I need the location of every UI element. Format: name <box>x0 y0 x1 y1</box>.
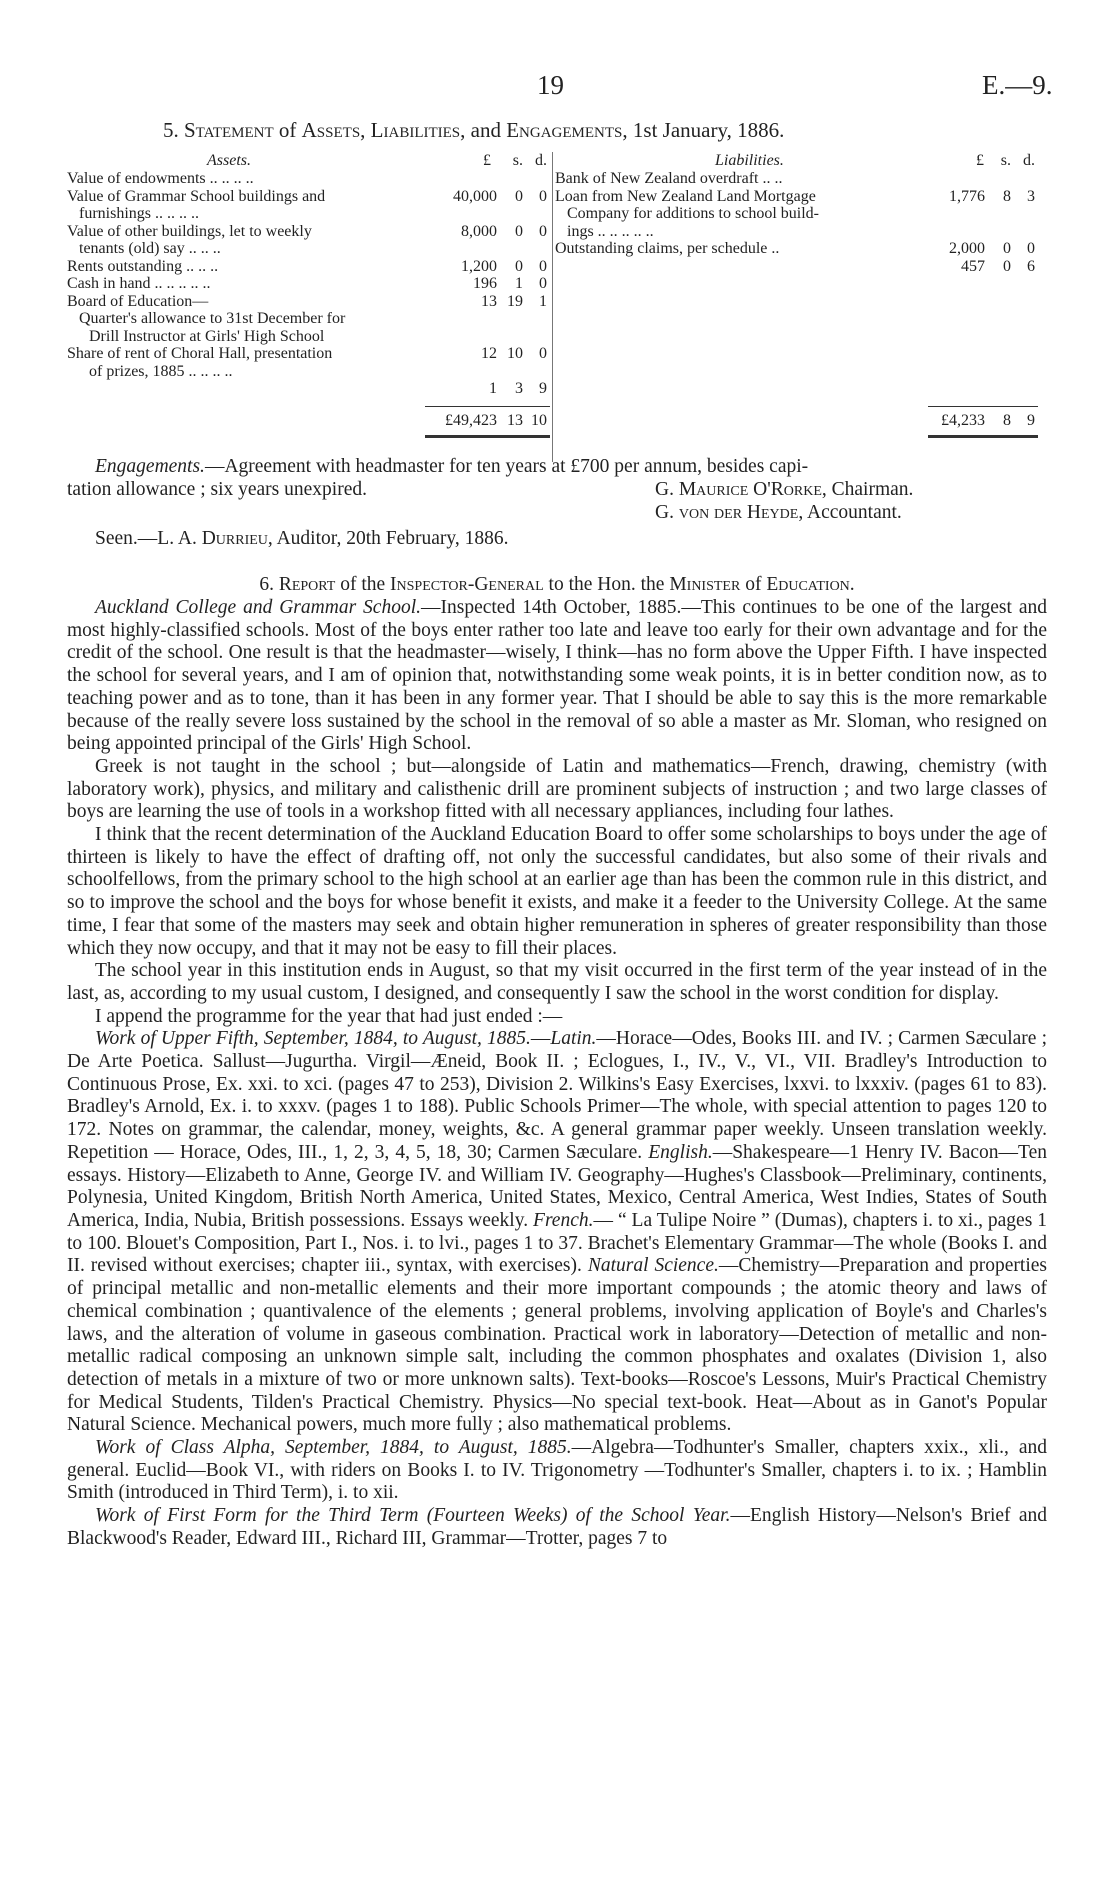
subject-label: French. <box>533 1209 594 1231</box>
amount-pounds: 8,000 <box>461 222 497 240</box>
engagements-text: —Agreement with headmaster for ten years at £700 per annum, besides capi- <box>204 456 809 477</box>
paragraph-text: —Chemistry—Preparation and properties of principal metallic and non-metallic elements and their more important compounds ; the atomic theory and laws of chemical combination ; quantivalence of the elements ; general problems, involving application of Boyle's and Charles's laws, and the alteration of volume in gaseous combination. Practical work in laboratory—Detection of metallic and non-metallic radical composing an unknown simple salt, including the common phosphates and oxalates (Division 1, also detection of metals in a mixture of two or more unknown salts). Text-books—Roscoe's Lessons, Muir's Practical Chemistry for Medical Students, Tilden's Practical Chemistry. Physics—No special text-book. Heat—About as in Ganot's Popular Natural Science. Mechanical powers, much more fully ; also mathematical problems. <box>67 1255 1048 1436</box>
ledger-row <box>67 293 552 311</box>
liabilities-col-pounds: £ <box>976 152 984 169</box>
signature-name: von der Heyde, <box>678 502 804 523</box>
amount-pence: 0 <box>539 257 547 275</box>
signature-initial: G. <box>655 502 674 523</box>
assets-col-shillings: s. <box>512 152 523 169</box>
amount-pence: 0 <box>539 345 547 362</box>
signature-role: Chairman. <box>831 479 914 500</box>
amount-shillings: 1 <box>515 275 523 292</box>
amount-pounds: 457 <box>961 257 985 275</box>
signature-accountant <box>655 502 902 525</box>
section-title: Work of First Form for the Third Term (Fourteen Weeks) of the School Year. <box>95 1505 731 1527</box>
ledger-item: Drill Instructor at Girls' High School <box>89 327 325 345</box>
ledger-item: furnishings .. .. .. .. <box>79 205 199 222</box>
assets-total-rule <box>425 406 550 407</box>
ledger-item: Share of rent of Choral Hall, presentation <box>67 345 333 362</box>
auditor-seen-line <box>95 528 795 551</box>
seen-prefix: Seen.—L. A. <box>95 528 197 549</box>
amount-pence: 0 <box>1027 240 1035 257</box>
section-title: Work of Upper Fifth, September, 1884, to August, 1885. <box>95 1028 531 1050</box>
signature-initial: G. <box>655 479 674 500</box>
ledger-row <box>67 223 552 241</box>
assets-title: Assets. <box>207 152 251 169</box>
amount-shillings: 3 <box>515 380 523 397</box>
engagements-label: Engagements. <box>95 456 205 477</box>
liabilities-title: Liabilities. <box>715 152 784 169</box>
ledger-item: Value of Grammar School buildings and <box>67 187 326 205</box>
amount-pence: 3 <box>1027 187 1035 205</box>
report-paragraph <box>67 1505 1047 1550</box>
report-heading-to: to the Hon. the <box>548 574 665 595</box>
ledger-item: Loan from New Zealand Land Mortgage <box>555 187 816 205</box>
report-paragraph <box>67 597 1047 756</box>
dash: — <box>530 1028 551 1050</box>
statement-heading <box>163 118 784 143</box>
statement-heading-number: 5. <box>163 118 179 142</box>
report-heading-number: 6. <box>259 574 274 595</box>
auditor-name: Durrieu, <box>201 528 273 549</box>
report-paragraph <box>67 1028 1047 1437</box>
amount-pence: 1 <box>539 292 547 310</box>
report-paragraph <box>67 1437 1047 1505</box>
amount-shillings: 8 <box>1003 187 1011 205</box>
amount-pence: 0 <box>539 222 547 240</box>
section-title: Work of Class Alpha, September, 1884, to August, 1885. <box>95 1437 572 1459</box>
report-heading-of: of the <box>340 574 386 595</box>
report-heading-word: Minister <box>669 574 741 595</box>
liabilities-total <box>555 412 1035 432</box>
paragraph-text: —Inspected 14th October, 1885.—This continues to be one of the largest and most highly-classified schools. Most of the boys enter rather too late and leave too early for their own advantage and for the credit of the school. One result is that the headmaster—wisely, I think—has no form above the Upper Fifth. I have inspected the school for several years, and I am of opinion that, notwithstanding some weak points, it is in better condition now, as to teaching power and as to tone, than it has been in any former year. That I should be able to say this is the more remarkable because of the really severe loss sustained by the school in the removal of so able a master as Mr. Sloman, who resigned on being appointed principal of the Girls' High School. <box>67 597 1047 755</box>
report-paragraph: The school year in this institution ends in August, so that my visit occurred in the first term of the year instead of in the last, as, according to my usual custom, I designed, and consequently I saw the school in the worst condition for display. <box>67 960 1047 1004</box>
ledger-item: tenants (old) say .. .. .. <box>79 240 221 257</box>
assets-total <box>67 412 552 432</box>
report-heading-word: Inspector-General <box>390 574 544 595</box>
page-number: 19 <box>537 70 564 100</box>
ledger-row <box>67 310 552 328</box>
report-heading-of: of <box>745 574 762 595</box>
ledger-row <box>67 362 552 397</box>
paragraph-text: —English History—Nelson's Brief and Blackwood's Reader, Edward III., Richard III, Grammar—Trotter, pages 7 to <box>67 1505 1047 1549</box>
ledger-item: ings .. .. .. .. .. <box>567 222 654 240</box>
ledger-item: Quarter's allowance to 31st December for <box>79 310 346 327</box>
amount-shillings: 0 <box>515 187 523 205</box>
ledger-item: Outstanding claims, per schedule .. <box>555 240 780 257</box>
ledger-item: Value of endowments .. .. .. .. <box>67 170 254 187</box>
school-name: Auckland College and Grammar School. <box>95 597 421 618</box>
amount-pounds: 12 <box>481 345 497 362</box>
ledger-item: Cash in hand .. .. .. .. .. <box>67 275 211 292</box>
amount-pounds: 196 <box>473 275 497 292</box>
ledger-row <box>67 188 552 206</box>
paragraph-text: —Horace—Odes, Books III. and IV. ; Carmen Sæculare ; De Arte Poetica. Sallust—Jugurtha. Virgil—Æneid, Book II. ; Eclogues, I., IV., V., VI., VII. Bradley's Introduction to Continuous Prose, Ex. xxi. to xci. (pages 47 to 253), Division 2. Wilkins's Easy Exercises, lxxvi. to lxxxiv. (pages 61 to 83). Bradley's Arnold, Ex. i. to xxxv. (pages 1 to 188). Public Schools Primer—The whole, with special attention to pages 120 to 172. Notes on grammar, the calendar, money, weights, &c. A general grammar paper weekly. Unseen translation weekly. Repetition — Horace, Odes, III., 1, 2, 3, 4, 5, 18, 30; Carmen Sæculare. <box>67 1028 1047 1163</box>
statement-heading-word: Assets, Liabilities, <box>301 118 466 142</box>
liabilities-total-shillings: 8 <box>1003 412 1011 429</box>
assets-total-pounds: £49,423 <box>445 412 497 429</box>
ledger-item: Rents outstanding .. .. .. <box>67 257 219 275</box>
signature-chairman <box>655 479 913 502</box>
amount-pence: 0 <box>539 275 547 292</box>
ledger-item: Value of other buildings, let to weekly <box>67 222 312 240</box>
amount-pence: 9 <box>539 380 547 397</box>
ledger-item: of prizes, 1885 .. .. .. .. <box>89 362 233 380</box>
paragraph-text: —Shakespeare—1 Henry IV. Bacon—Ten essays. History—Elizabeth to Anne, George IV. and William IV. Geography—Hughes's Classbook—Preliminary, continents, Polynesia, United Kingdom, British North America, United States, Mexico, Central America, West Indies, States of South America, India, Nubia, British possessions. Essays weekly. <box>67 1141 1047 1231</box>
engagements-text: tation allowance ; six years unexpired. <box>67 478 367 500</box>
signature-name: Maurice O'Rorke, <box>678 479 827 500</box>
amount-pounds: 2,000 <box>949 240 985 257</box>
amount-shillings: 0 <box>1003 257 1011 275</box>
ledger-divider <box>552 152 553 462</box>
report-body <box>67 597 1047 1551</box>
amount-pence: 6 <box>1027 257 1035 275</box>
report-paragraph: I append the programme for the year that had just ended :— <box>95 1005 563 1027</box>
ledger-row <box>555 188 1035 206</box>
subject-label: Natural Science. <box>587 1255 719 1277</box>
amount-shillings: 10 <box>507 345 523 362</box>
statement-heading-word: Statement <box>184 118 274 142</box>
statement-heading-and: and <box>470 118 501 142</box>
liabilities-total-double-rule <box>928 435 1038 438</box>
report-paragraph: I think that the recent determination of the Auckland Education Board to offer some scholarships to boys under the age of thirteen is likely to have the effect of drafting off, not only the successful candidates, but also some of their rivals and schoolfellows, from the primary school to the high school at an earlier age than has been the common rule in this district, and so to improve the school and the boys for whose benefit it exists, and make it a feeder to the University College. At the same time, I fear that some of the masters may seek and obtain higher remuneration in spheres of greater responsibility than those which they now occupy, and that it may not be easy to fill their places. <box>67 824 1047 959</box>
report-heading-word: Report <box>278 574 336 595</box>
report-heading <box>67 574 1047 597</box>
assets-col-pounds: £ <box>483 152 491 169</box>
assets-total-double-rule <box>425 435 550 438</box>
liabilities-col-shillings: s. <box>1000 152 1011 169</box>
amount-pounds: 1,776 <box>949 187 985 205</box>
amount-pounds: 40,000 <box>453 187 497 205</box>
paragraph-text: — “ La Tulipe Noire ” (Dumas), chapters i. to xi., pages 1 to 100. Blouet's Composition, Part I., Nos. i. to lvi., pages 1 to 37. Brachet's Elementary Grammar—The whole (Books I. and II. revised without exercises; chapter iii., syntax, with exercises). <box>67 1209 1047 1277</box>
amount-pounds: 13 <box>481 292 497 310</box>
liabilities-col-pence: d. <box>1023 152 1035 169</box>
report-paragraph: Greek is not taught in the school ; but—alongside of Latin and mathematics—French, drawing, chemistry (with laboratory work), physics, and military and calisthenic drill are prominent subjects of instruction ; and two large classes of boys are learning the use of tools in a workshop fitted with all necessary appliances, including four lathes. <box>67 755 1047 823</box>
ledger-row <box>555 240 1035 275</box>
statement-heading-of: of <box>278 118 297 142</box>
liabilities-total-rule <box>928 406 1038 407</box>
report-heading-word: Education. <box>766 574 855 595</box>
assets-total-pence: 10 <box>531 412 547 429</box>
liabilities-ledger <box>555 152 1035 275</box>
statement-heading-date: 1st January, 1886. <box>632 118 785 142</box>
assets-header <box>67 152 552 170</box>
assets-total-shillings: 13 <box>507 412 523 429</box>
seen-suffix: Auditor, 20th February, 1886. <box>276 528 509 549</box>
liabilities-total-pence: 9 <box>1027 412 1035 429</box>
ledger-row <box>67 345 552 363</box>
assets-ledger <box>67 152 552 397</box>
paragraph-text: —Algebra—Todhunter's Smaller, chapters xxix., xli., and general. Euclid—Book VI., with riders on Books I. to IV. Trigonometry —Todhunter's Smaller, chapters i. to ix. ; Hamblin Smith (introduced in Third Term), i. to xii. <box>67 1437 1047 1504</box>
statement-heading-word: Engagements, <box>506 118 628 142</box>
liabilities-total-pounds: £4,233 <box>941 412 985 429</box>
amount-pence: 0 <box>539 187 547 205</box>
ledger-item: Board of Education— <box>67 292 209 310</box>
ledger-item: Company for additions to school build- <box>567 205 819 222</box>
assets-col-pence: d. <box>535 152 547 169</box>
amount-shillings: 0 <box>1003 240 1011 257</box>
subject-label: Latin. <box>550 1028 597 1050</box>
liabilities-header <box>555 152 1035 170</box>
ledger-item: Bank of New Zealand overdraft .. .. <box>555 170 783 187</box>
amount-pounds: 1,200 <box>461 257 497 275</box>
subject-label: English. <box>648 1141 713 1163</box>
signature-role: Accountant. <box>807 502 902 523</box>
amount-shillings: 0 <box>515 222 523 240</box>
ledger-row <box>555 205 1035 223</box>
series-code: E.—9. <box>982 70 1053 100</box>
amount-shillings: 0 <box>515 257 523 275</box>
amount-pounds: 1 <box>489 380 497 397</box>
amount-shillings: 19 <box>507 292 523 310</box>
